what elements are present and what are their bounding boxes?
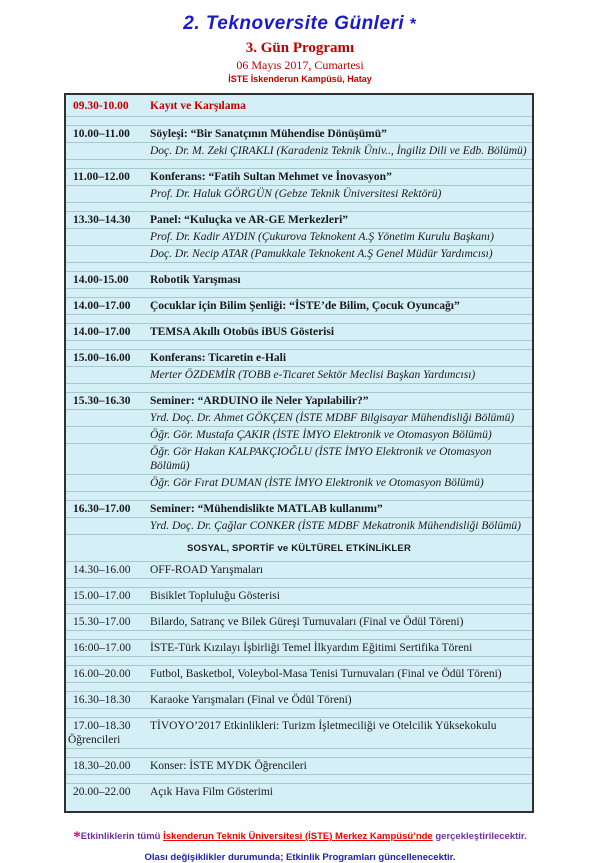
spacer-row [66,315,532,324]
event-title-cell: Söyleşi: “Bir Sanatçının Mühendise Dönüşümü” [150,128,387,140]
event-title-cell: TEMSA Akıllı Otobüs iBUS Gösterisi [150,326,335,338]
event-title-cell: Seminer: “ARDUINO ile Neler Yapılabilir?” [150,395,369,407]
program-date: 06 Mayıs 2017, Cumartesi [236,58,364,72]
time-cell: 15.00–16.00 [73,352,131,364]
speaker-row [66,186,532,203]
speaker-name: Öğr. Gör. Mustafa ÇAKIR (İSTE İMYO Elektronik ve Otomasyon Bölümü) [150,429,492,441]
event-title-cell: Panel: “Kuluçka ve AR-GE Merkezleri” [150,214,349,226]
section-header-social: SOSYAL, SPORTİF ve KÜLTÜREL ETKİNLİKLER [66,535,532,562]
time-cell: 13.30–14.30 [73,214,131,226]
schedule-row [66,501,532,518]
spacer-row [66,289,532,298]
time-cell: 16.30–17.00 [73,503,131,515]
event-title-cell: Robotik Yarışması [150,274,241,286]
time-cell [66,476,150,490]
schedule-row [66,324,532,341]
schedule-row [66,640,532,657]
time-cell: 17.00–18.30 [73,720,131,732]
spacer-row [66,117,532,126]
spacer-row [66,203,532,212]
speaker-row [66,229,532,246]
schedule-table [64,93,534,813]
event-title-cell: Konser: İSTE MYDK Öğrencileri [150,760,307,772]
speaker-name: Yrd. Doç. Dr. Ahmet GÖKÇEN (İSTE MDBF Bilgisayar Mühendisliği Bölümü) [150,412,515,424]
program-location: İSTE İskenderun Kampüsü, Hatay [228,74,372,84]
schedule-row [66,350,532,367]
time-cell: 14.30–16.00 [73,564,131,576]
schedule-row [66,692,532,709]
time-cell [66,411,150,425]
schedule-row [66,126,532,143]
footer-note-suffix: gerçekleştirilecektir. [432,831,527,842]
event-title-cell: İSTE-Türk Kızılayı İşbirliği Temel İlkyardım Eğitimi Sertifika Töreni [150,642,473,654]
event-title [0,13,600,35]
event-title-cell: Konferans: Ticaretin e-Hali [150,352,287,364]
speaker-row [66,475,532,492]
time-cell [66,428,150,442]
speaker-row [66,518,532,535]
time-cell: 15.30–16.30 [73,395,131,407]
time-cell [66,187,150,201]
time-cell [66,519,150,533]
time-cell: 14.00–17.00 [73,326,131,338]
speaker-row [66,444,532,475]
spacer-row [66,683,532,692]
speaker-name: Doç. Dr. M. Zeki ÇIRAKLI (Karadeniz Teknik Üniv.., İngiliz Dili ve Edb. Bölümü) [150,145,527,157]
time-cell: 20.00–22.00 [73,786,131,798]
speaker-row [66,143,532,160]
time-cell [66,445,150,473]
event-title-cell: Kayıt ve Karşılama [150,100,246,112]
speaker-row [66,427,532,444]
time-cell: 15.30–17.00 [73,616,131,628]
title-asterisk: * [409,16,417,33]
speaker-row [66,367,532,384]
speaker-row [66,246,532,263]
spacer-row [66,492,532,501]
time-cell: 14.00–17.00 [73,300,131,312]
document-footer [0,829,600,863]
program-day-title: 3. Gün Programı [245,40,355,56]
spacer-row [66,709,532,718]
schedule-row-wrapped [66,718,532,749]
event-title-cell: Konferans: “Fatih Sultan Mehmet ve İnovasyon” [150,171,392,183]
schedule-row [66,588,532,605]
schedule-row [66,614,532,631]
time-cell [66,247,150,261]
spacer-row [66,605,532,614]
footer-note-campus: İskenderun Teknik Üniversitesi (İSTE) Merkez Kampüsü’nde [163,831,433,842]
schedule-row [66,393,532,410]
schedule-row [66,169,532,186]
time-cell: 16:00–17.00 [73,642,131,654]
spacer-row [66,384,532,393]
schedule-row [66,758,532,775]
footnote-asterisk: * [73,829,81,845]
time-cell: 16.30–18.30 [73,694,131,706]
time-cell: 14.00-15.00 [73,274,129,286]
footer-note-prefix: Etkinliklerin tümü [80,831,164,842]
speaker-row [66,410,532,427]
time-cell [66,230,150,244]
event-title-cell: Açık Hava Film Gösterimi [150,786,273,798]
footer-note-secondary: Olası değişiklikler durumunda; Etkinlik Programları güncellenecektir. [144,852,456,863]
event-title-cell: Karaoke Yarışmaları (Final ve Ödül Töreni) [150,694,352,706]
spacer-row [66,263,532,272]
spacer-row [66,341,532,350]
spacer-row [66,775,532,784]
schedule-row [66,298,532,315]
speaker-name: Merter ÖZDEMİR (TOBB e-Ticaret Sektör Meclisi Başkan Yardımcısı) [150,369,476,381]
event-title-cell: Çocuklar için Bilim Şenliği: “İSTE’de Bilim, Çocuk Oyuncağı” [150,300,460,312]
schedule-row [66,272,532,289]
schedule-row [66,562,532,579]
schedule-row [66,666,532,683]
time-cell [66,368,150,382]
speaker-name: Öğr. Gör Hakan KALPAKÇIOĞLU (İSTE İMYO Elektronik ve Otomasyon Bölümü) [150,446,492,472]
time-cell: 10.00–11.00 [73,128,130,140]
event-title-cell: Bilardo, Satranç ve Bilek Güreşi Turnuvaları (Final ve Ödül Töreni) [150,616,464,628]
document-header [0,0,600,84]
spacer-row [66,160,532,169]
event-title-cell: Bisiklet Topluluğu Gösterisi [150,590,280,602]
event-title-cell: TİVOYO’2017 Etkinlikleri: Turizm İşletmeciliği ve Otelcilik Yüksekokulu [150,720,497,732]
spacer-row [66,579,532,588]
event-title-cell: OFF-ROAD Yarışmaları [150,564,264,576]
spacer-row [66,749,532,758]
event-title-text: 2. Teknoversite Günleri [183,13,405,34]
event-line [66,719,532,733]
time-cell: 18.30–20.00 [73,760,131,772]
time-cell: 16.00–20.00 [73,668,131,680]
time-cell [66,144,150,158]
time-cell: 11.00–12.00 [73,171,130,183]
event-title-cell: Futbol, Basketbol, Voleybol-Masa Tenisi Turnuvaları (Final ve Ödül Töreni) [150,668,502,680]
schedule-row [66,212,532,229]
event-title-continuation: Öğrencileri [68,734,121,746]
schedule-row [66,95,532,117]
speaker-name: Prof. Dr. Haluk GÖRGÜN (Gebze Teknik Üniversitesi Rektörü) [150,188,442,200]
time-cell: 15.00–17.00 [73,590,131,602]
speaker-name: Öğr. Gör Fırat DUMAN (İSTE İMYO Elektronik ve Otomasyon Bölümü) [150,477,484,489]
spacer-row [66,631,532,640]
time-cell: 09.30-10.00 [73,100,129,112]
schedule-row [66,784,532,811]
spacer-row [66,657,532,666]
footer-note [0,829,600,846]
event-title-cell: Seminer: “Mühendislikte MATLAB kullanımı” [150,503,383,515]
speaker-name: Prof. Dr. Kadir AYDIN (Çukurova Teknokent A.Ş Yönetim Kurulu Başkanı) [150,231,494,243]
speaker-name: Yrd. Doç. Dr. Çağlar CONKER (İSTE MDBF Mekatronik Mühendisliği Bölümü) [150,520,521,532]
speaker-name: Doç. Dr. Necip ATAR (Pamukkale Teknokent A.Ş Genel Müdür Yardımcısı) [150,248,493,260]
